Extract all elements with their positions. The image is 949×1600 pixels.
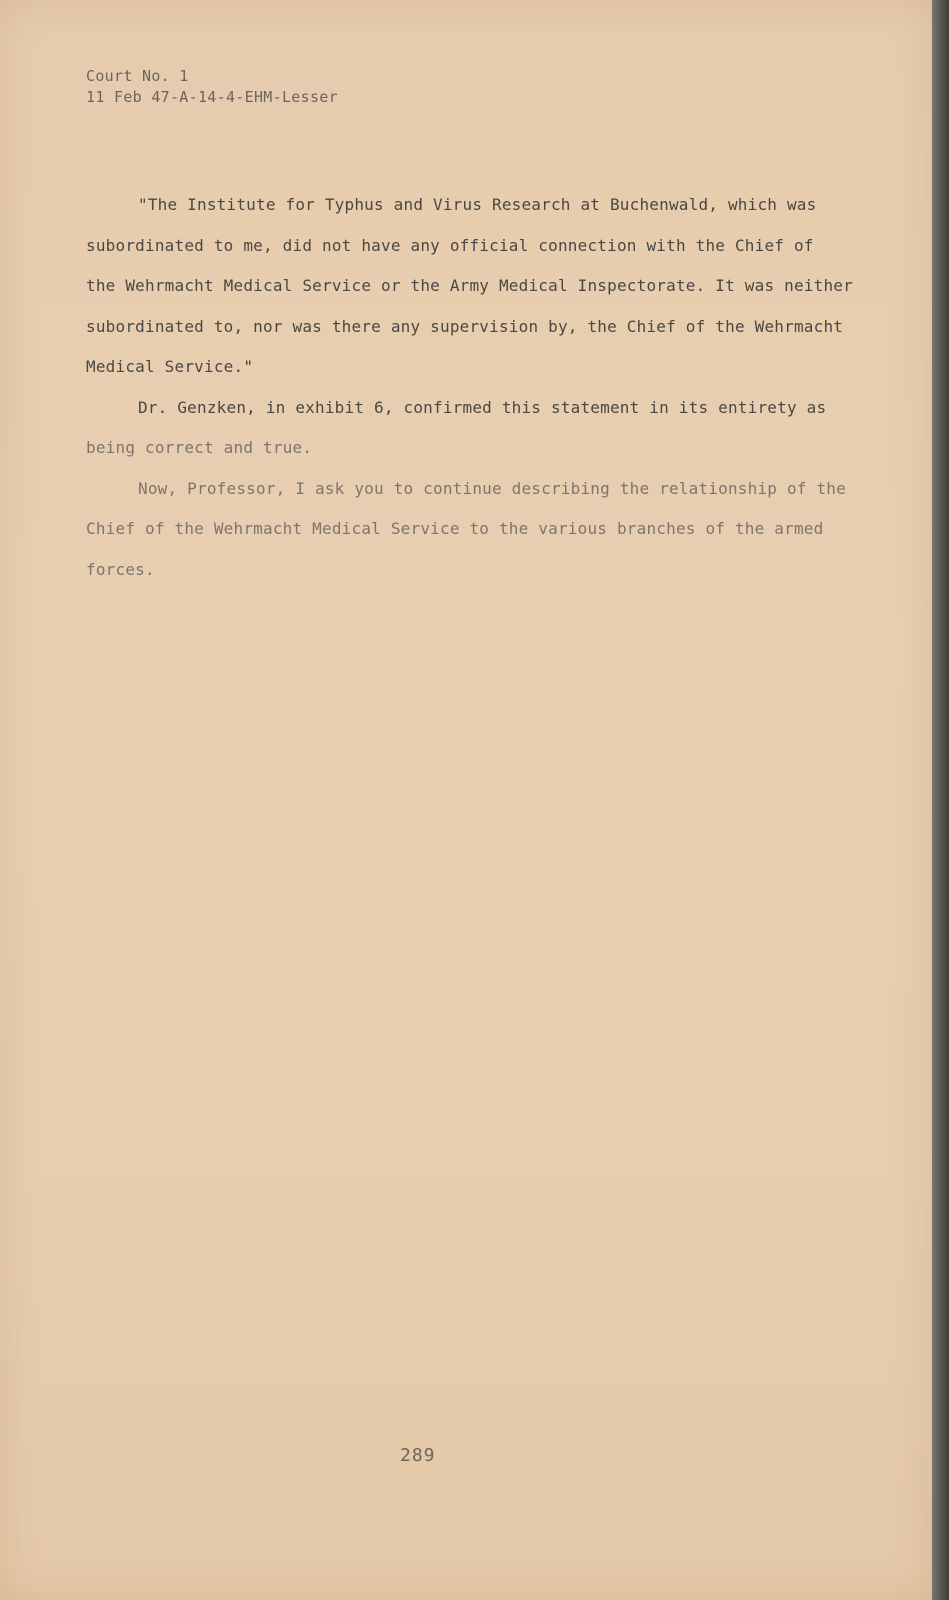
paragraph-1-line-5: Medical Service." <box>86 357 254 376</box>
paragraph-2-line-1: Dr. Genzken, in exhibit 6, confirmed this statement in its entirety as <box>138 397 827 417</box>
paragraph-1-line-3: the Wehrmacht Medical Service or the Army Medical Inspectorate. It was neither <box>86 276 853 295</box>
court-label: Court No. 1 <box>86 67 189 85</box>
paragraph-3-line-1: Now, Professor, I ask you to continue describing the relationship of the <box>138 478 846 498</box>
session-label: 11 Feb 47-A-14-4-EHM-Lesser <box>86 88 338 106</box>
scan-edge <box>932 0 949 1600</box>
transcript-body <box>86 185 886 590</box>
paragraph-1-line-4: subordinated to, nor was there any supervision by, the Chief of the Wehrmacht <box>86 316 844 336</box>
paragraph-3-line-3: forces. <box>86 559 155 579</box>
page-number: 289 <box>400 1445 436 1466</box>
paragraph-1-line-2: subordinated to me, did not have any official connection with the Chief of <box>86 235 814 255</box>
paragraph-3-line-2: Chief of the Wehrmacht Medical Service to the various branches of the armed <box>86 519 824 538</box>
paragraph-1-line-1: "The Institute for Typhus and Virus Research at Buchenwald, which was <box>138 195 817 214</box>
document-header <box>86 66 338 108</box>
paragraph-2-line-2: being correct and true. <box>86 438 313 457</box>
